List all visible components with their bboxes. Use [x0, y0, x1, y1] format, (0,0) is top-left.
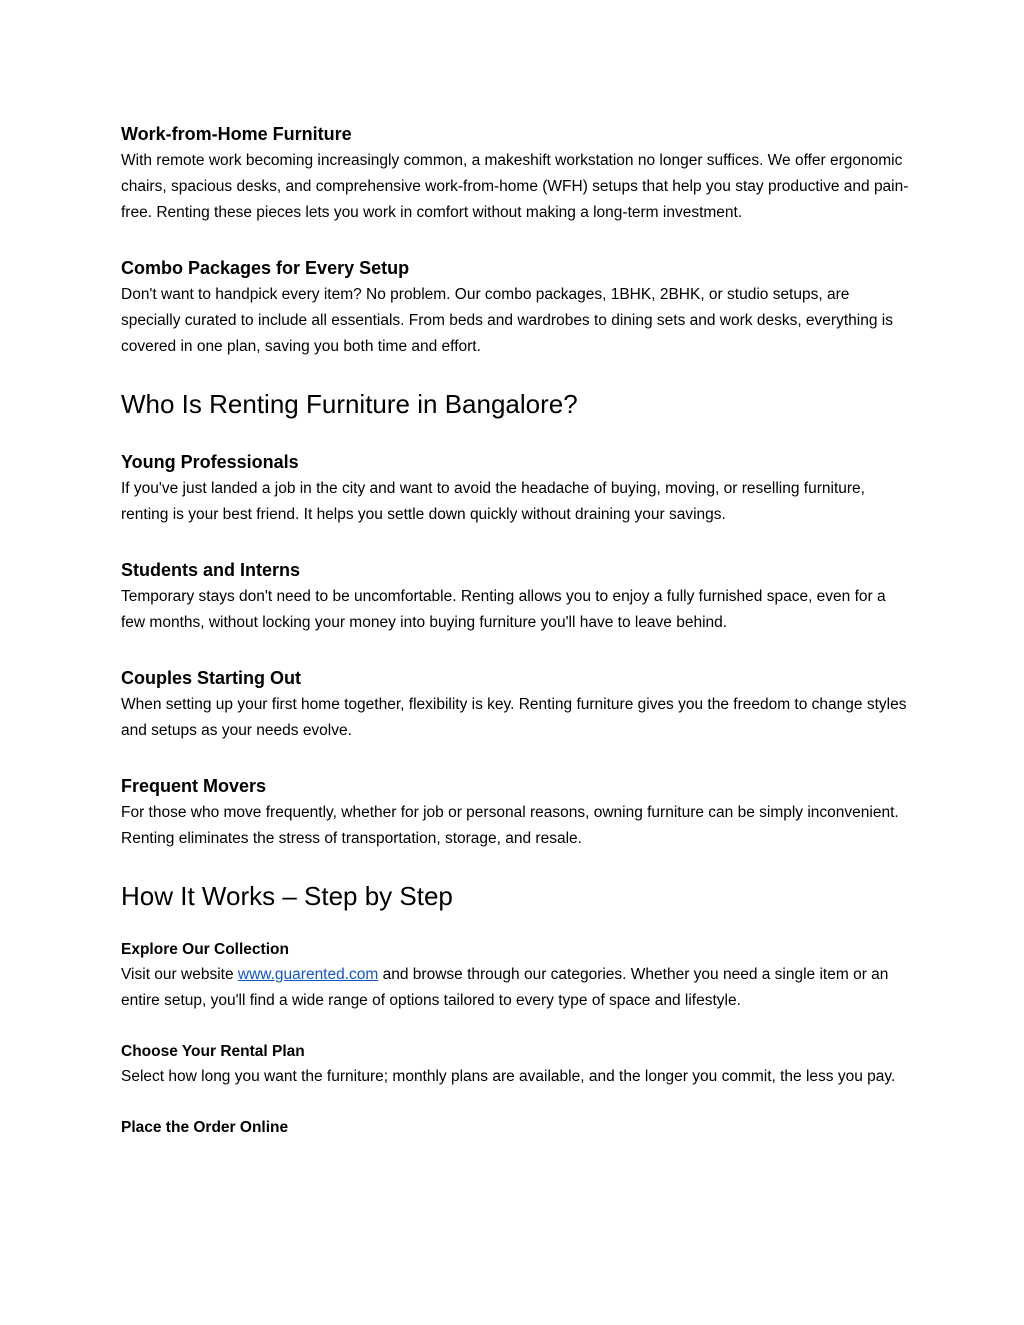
step-body — [121, 962, 911, 1014]
step-heading: Choose Your Rental Plan — [121, 1043, 305, 1060]
step-heading: Place the Order Online — [121, 1119, 289, 1136]
who-item-heading: Couples Starting Out — [121, 668, 301, 688]
website-link[interactable]: www.guarented.com — [237, 966, 379, 983]
section-heading-how: How It Works – Step by Step — [121, 881, 453, 911]
section-heading-combo: Combo Packages for Every Setup — [121, 258, 410, 278]
who-item-body: Temporary stays don't need to be uncomfortable. Renting allows you to enjoy a fully furnished space, even for a few months, without locking your money into buying furniture you'll have to leave behind. — [121, 588, 886, 631]
who-item-heading: Students and Interns — [121, 560, 301, 580]
section-body-wfh: With remote work becoming increasingly common, a makeshift workstation no longer suffices. We offer ergonomic chairs, spacious desks, and comprehensive work-from-home (WFH) setups that help you stay productive and pain-free. Renting these pieces lets you work in comfort without making a long-term investment. — [121, 152, 909, 221]
section-heading-who: Who Is Renting Furniture in Bangalore? — [121, 389, 578, 419]
step-heading: Explore Our Collection — [121, 941, 289, 958]
document-content — [121, 120, 911, 1140]
who-item-body: When setting up your first home together, flexibility is key. Renting furniture gives you the freedom to change styles and setups as your needs evolve. — [121, 696, 907, 739]
step-body-suffix: and browse through our categories. Whether you need a single item or an entire setup, you'll find a wide range of options tailored to every type of space and lifestyle. — [121, 966, 889, 1009]
section-body-combo: Don't want to handpick every item? No problem. Our combo packages, 1BHK, 2BHK, or studio setups, are specially curated to include all essentials. From beds and wardrobes to dining sets and work desks, everything is covered in one plan, saving you both time and effort. — [121, 286, 893, 355]
section-heading-wfh: Work-from-Home Furniture — [121, 124, 352, 144]
who-item-heading: Frequent Movers — [121, 776, 267, 796]
step-body-prefix: Visit our website — [121, 966, 238, 983]
step-body: Select how long you want the furniture; monthly plans are available, and the longer you commit, the less you pay. — [121, 1068, 896, 1085]
who-item-heading: Young Professionals — [121, 452, 299, 472]
who-item-body: If you've just landed a job in the city and want to avoid the headache of buying, moving, or reselling furniture, renting is your best friend. It helps you settle down quickly without draining your savings. — [121, 480, 865, 523]
who-item-body: For those who move frequently, whether for job or personal reasons, owning furniture can be simply inconvenient. Renting eliminates the stress of transportation, storage, and resale. — [121, 804, 899, 847]
